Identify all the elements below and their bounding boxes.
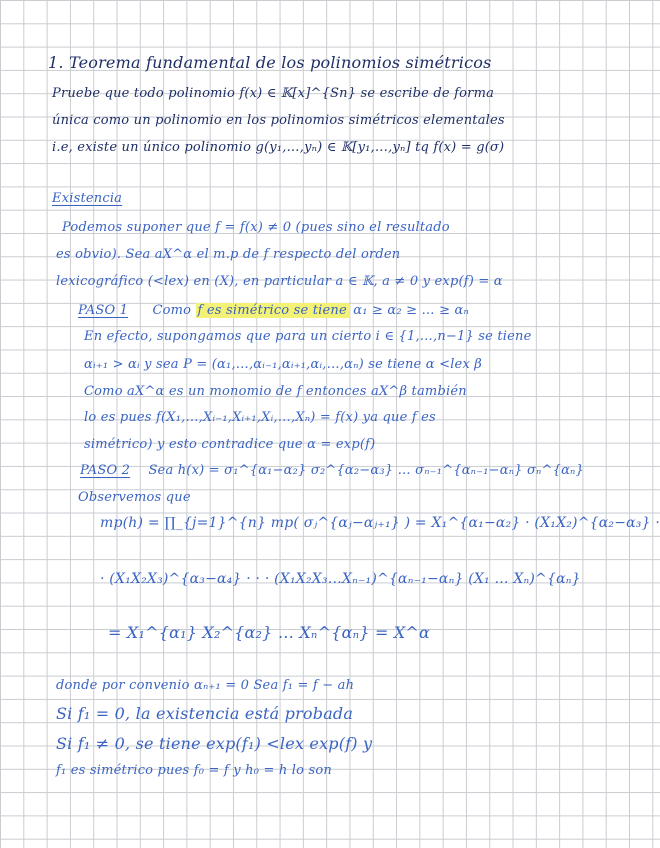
step-2-label: PASO 2 [80,463,131,478]
conclusion-line-3: Si f₁ ≠ 0, se tiene exp(f₁) <lex exp(f) y [56,734,373,753]
step-2-text: Sea h(x) = σ₁^{α₁−α₂} σ₂^{α₂−α₃} … σₙ₋₁^{αₙ₋₁−αₙ} σₙ^{αₙ} [148,463,584,478]
step-2-line [80,462,584,480]
step-1-proof-line-1: En efecto, supongamos que para un cierto i ∈ {1,…,n−1} se tiene [84,329,532,344]
step-1-proof-line-5: simétrico) y esto contradice que α = exp(f) [84,437,376,452]
statement-line-1: Pruebe que todo polinomio f(x) ∈ 𝕂[x]^{Sn} se escribe de forma [52,86,495,101]
step-1-proof-line-3: Como aX^α es un monomio de f entonces aX^β también [84,384,467,399]
proof-line-1: Podemos suponer que f = f(x) ≠ 0 (pues sino el resultado [62,220,450,235]
statement-line-3: i.e, existe un único polinomio g(y₁,…,yₙ) ∈ 𝕂[y₁,…,yₙ] tq f(x) = g(σ) [52,140,505,155]
formula-line-1: mp(h) = ∏_{j=1}^{n} mp( σⱼ^{αⱼ−αⱼ₊₁} ) = X₁^{α₁−α₂} · (X₁X₂)^{α₂−α₃} · [100,515,660,531]
proof-line-3: lexicográfico (<lex) en (X), en particular a ∈ 𝕂, a ≠ 0 y exp(f) = α [56,274,503,289]
step-1-line [78,302,469,320]
existence-heading: Existencia [52,191,123,206]
formula-line-3: = X₁^{α₁} X₂^{α₂} … Xₙ^{αₙ} = X^α [108,623,431,642]
step-1-pre: Como [152,303,192,318]
proof-line-2: es obvio). Sea aX^α el m.p de f respecto del orden [56,247,401,262]
step-1-proof-line-4: lo es pues f(X₁,…,Xᵢ₋₁,Xᵢ₊₁,Xᵢ,…,Xₙ) = f(x) ya que f es [84,410,436,425]
observe-heading: Observemos que [78,490,191,505]
theorem-title: 1. Teorema fundamental de los polinomios simétricos [48,53,492,72]
conclusion-line-4: f₁ es simétrico pues f₀ = f y h₀ = h lo son [56,763,332,778]
conclusion-line-1: donde por convenio αₙ₊₁ = 0 Sea f₁ = f − ah [56,678,355,693]
step-1-proof-line-2: αᵢ₊₁ > αᵢ y sea P = (α₁,…,αᵢ₋₁,αᵢ₊₁,αᵢ,…,αₙ) se tiene α <lex β [84,357,483,372]
formula-line-2: · (X₁X₂X₃)^{α₃−α₄} · · · (X₁X₂X₃…Xₙ₋₁)^{αₙ₋₁−αₙ} (X₁ … Xₙ)^{αₙ} [100,571,581,587]
step-1-highlight: f es simétrico se tiene [197,303,347,318]
statement-line-2: única como un polinomio en los polinomios simétricos elementales [52,113,505,128]
step-1-label: PASO 1 [78,303,129,318]
conclusion-line-2: Si f₁ = 0, la existencia está probada [56,704,354,723]
step-1-post: α₁ ≥ α₂ ≥ … ≥ αₙ [353,303,469,318]
